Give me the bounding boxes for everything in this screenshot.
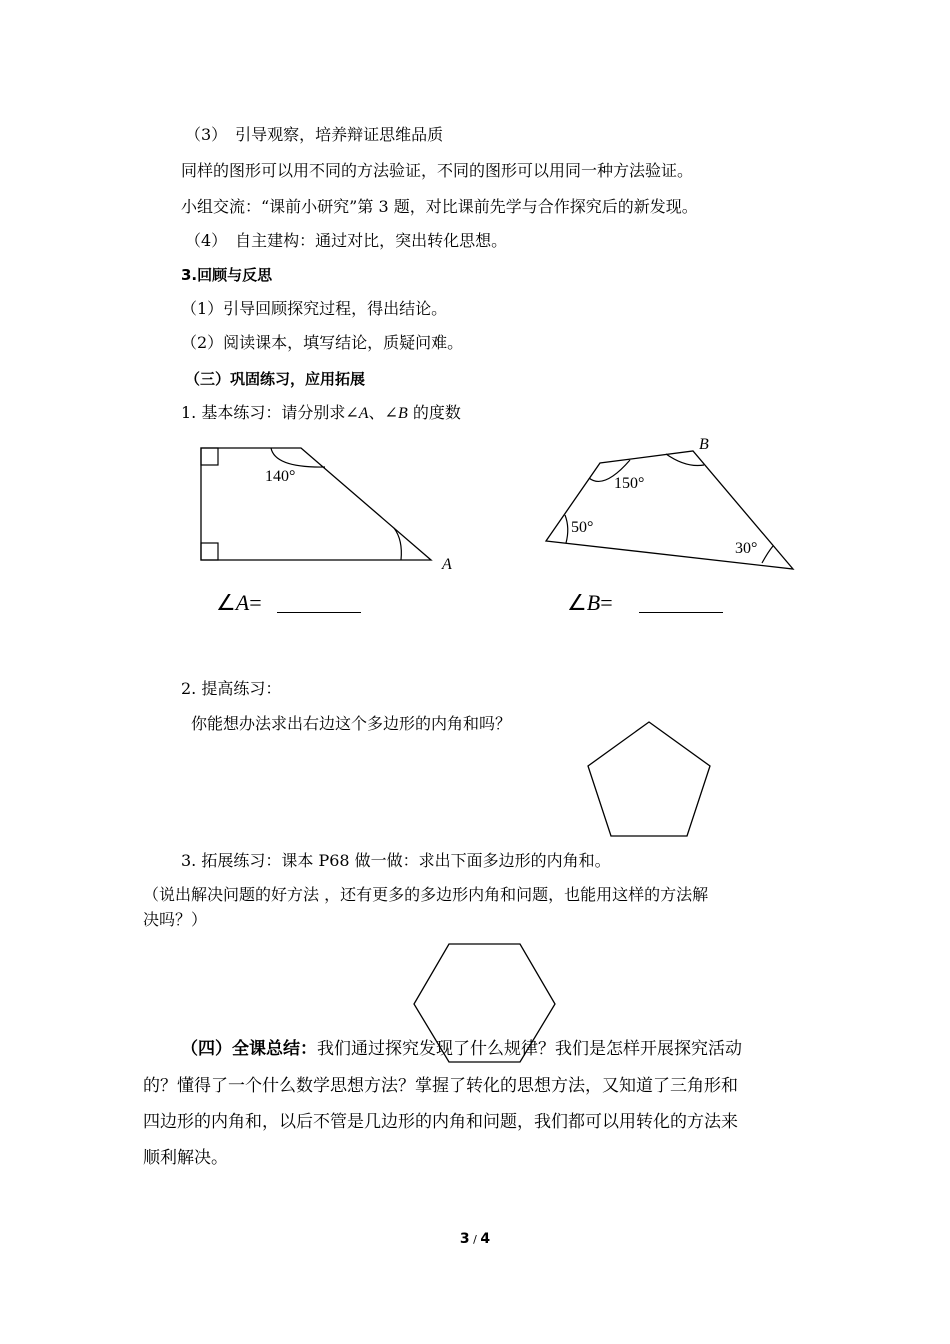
answer-b: ∠B= (567, 590, 613, 615)
summary-line-4: 顺利解决。 (143, 1148, 228, 1168)
exercise-3-title: 3. 拓展练习：课本 P68 做一做：求出下面多边形的内角和。 (181, 851, 611, 870)
line-same-figure: 同样的图形可以用不同的方法验证，不同的图形可以用同一种方法验证。 (181, 161, 694, 180)
right-angle-mark-bottom (201, 543, 218, 560)
line-review-2: （2）阅读课本，填写结论，质疑问难。 (181, 333, 464, 352)
answer-b-blank[interactable] (639, 594, 723, 613)
label-30: 30° (735, 540, 758, 557)
exercise-3-question-2: 决吗？） (143, 910, 208, 929)
line-review-1: （1）引导回顾探究过程，得出结论。 (181, 299, 448, 318)
exercise-2-question: 你能想办法求出右边这个多边形的内角和吗？ (191, 714, 512, 733)
label-140: 140° (265, 468, 296, 485)
heading-practice: （三）巩固练习，应用拓展 (185, 370, 366, 388)
pentagon-shape (588, 722, 710, 836)
trapezoid-shape (201, 448, 431, 560)
answer-a-blank[interactable] (277, 594, 361, 613)
summary-line-2: 的？懂得了一个什么数学思想方法？掌握了转化的思想方法，又知道了三角形和 (143, 1076, 738, 1096)
heading-review: 3.回顾与反思 (181, 266, 273, 284)
label-b: B (699, 436, 709, 453)
answer-a: ∠A= (216, 590, 262, 615)
line-observe: （3） 引导观察，培养辩证思维品质 (185, 125, 444, 144)
arc-50 (565, 515, 568, 543)
summary-line-3: 四边形的内角和，以后不管是几边形的内角和问题，我们都可以用转化的方法来 (143, 1112, 738, 1132)
right-angle-mark-top (201, 448, 218, 465)
exercise-3-question-1: （说出解决问题的好方法 ，还有更多的多边形内角和问题，也能用这样的方法解 (143, 885, 709, 904)
line-self-construct: （4） 自主建构：通过对比，突出转化思想。 (185, 231, 508, 250)
summary-line-1: （四）全课总结：我们通过探究发现了什么规律？我们是怎样开展探究活动 (181, 1039, 742, 1059)
exercise-2-title: 2. 提高练习： (181, 679, 282, 698)
summary-heading: （四）全课总结： (181, 1039, 317, 1059)
page-number: 3 / 4 (459, 1231, 491, 1247)
exercise-1-title: 1. 基本练习：请分别求∠A、∠B 的度数 (181, 403, 461, 422)
label-a: A (442, 556, 452, 573)
label-150: 150° (614, 475, 645, 492)
label-50: 50° (571, 519, 594, 536)
line-group-exchange: 小组交流：“课前小研究”第 3 题，对比课前先学与合作探究后的新发现。 (181, 197, 698, 216)
arc-140 (271, 448, 325, 467)
arc-30 (762, 546, 773, 563)
